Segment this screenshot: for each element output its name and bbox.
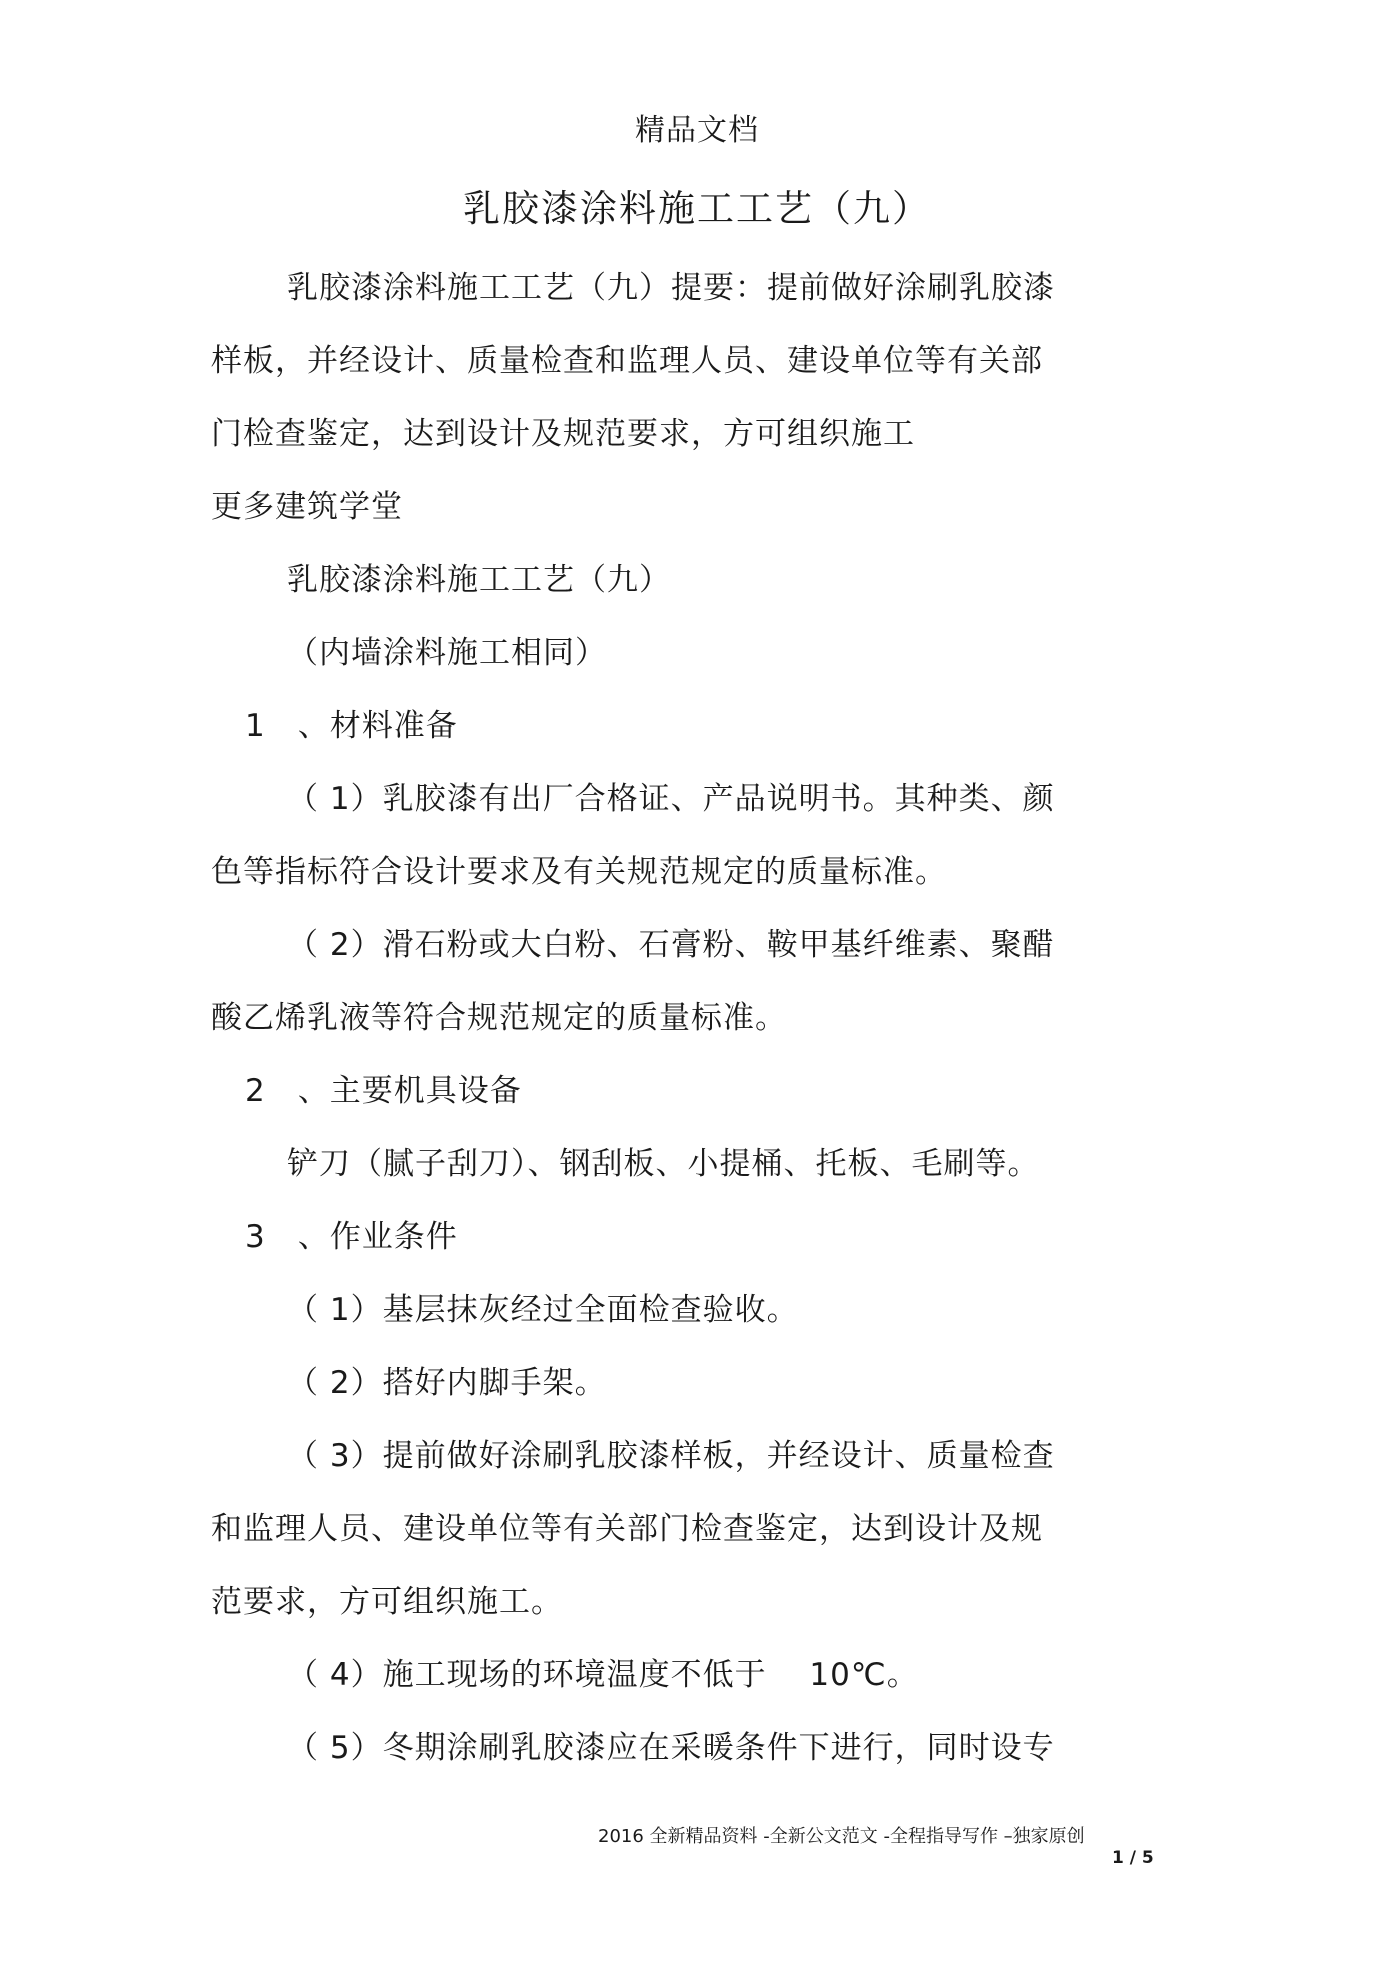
body-line-3-3a: （ 3）提前做好涂刷乳胶漆样板，并经设计、质量检查 [287, 1438, 1055, 1474]
document-header: 精品文档 [635, 113, 759, 148]
body-line-2-tools: 铲刀（腻子刮刀）、钢刮板、小提桶、托板、毛刷等。 [287, 1146, 1040, 1182]
body-line-more-link: 更多建筑学堂 [211, 489, 403, 525]
body-line-3-5: （ 5）冬期涂刷乳胶漆应在采暖条件下进行，同时设专 [287, 1730, 1055, 1766]
body-line-1-2a: （ 2）滑石粉或大白粉、石膏粉、鞍甲基纤维素、聚醋 [287, 927, 1055, 963]
section-heading-3: 3 、作业条件 [245, 1219, 458, 1255]
body-line-3-1: （ 1）基层抹灰经过全面检查验收。 [287, 1292, 799, 1328]
section-heading-1: 1 、材料准备 [245, 708, 458, 744]
body-line-3-4: （ 4）施工现场的环境温度不低于 10℃。 [287, 1657, 919, 1693]
page-number: 1 / 5 [1112, 1848, 1154, 1868]
footer-note: 2016 全新精品资料 -全新公文范文 -全程指导写作 –独家原创 [598, 1826, 1085, 1847]
section-heading-2: 2 、主要机具设备 [245, 1073, 522, 1109]
body-line-3-3c: 范要求，方可组织施工。 [211, 1584, 563, 1620]
body-line-summary-3: 门检查鉴定，达到设计及规范要求，方可组织施工 [211, 416, 915, 452]
body-line-3-2: （ 2）搭好内脚手架。 [287, 1365, 607, 1401]
body-line-1-1b: 色等指标符合设计要求及有关规范规定的质量标准。 [211, 854, 947, 890]
body-line-note: （内墙涂料施工相同） [287, 635, 607, 671]
body-line-summary-2: 样板，并经设计、质量检查和监理人员、建设单位等有关部 [211, 343, 1043, 379]
body-line-subtitle: 乳胶漆涂料施工工艺（九） [287, 562, 671, 598]
document-title: 乳胶漆涂料施工工艺（九） [463, 187, 931, 230]
body-line-1-2b: 酸乙烯乳液等符合规范规定的质量标准。 [211, 1000, 787, 1036]
body-line-3-3b: 和监理人员、建设单位等有关部门检查鉴定，达到设计及规 [211, 1511, 1043, 1547]
body-line-summary-1: 乳胶漆涂料施工工艺（九）提要：提前做好涂刷乳胶漆 [287, 270, 1055, 306]
body-line-1-1a: （ 1）乳胶漆有出厂合格证、产品说明书。其种类、颜 [287, 781, 1055, 817]
